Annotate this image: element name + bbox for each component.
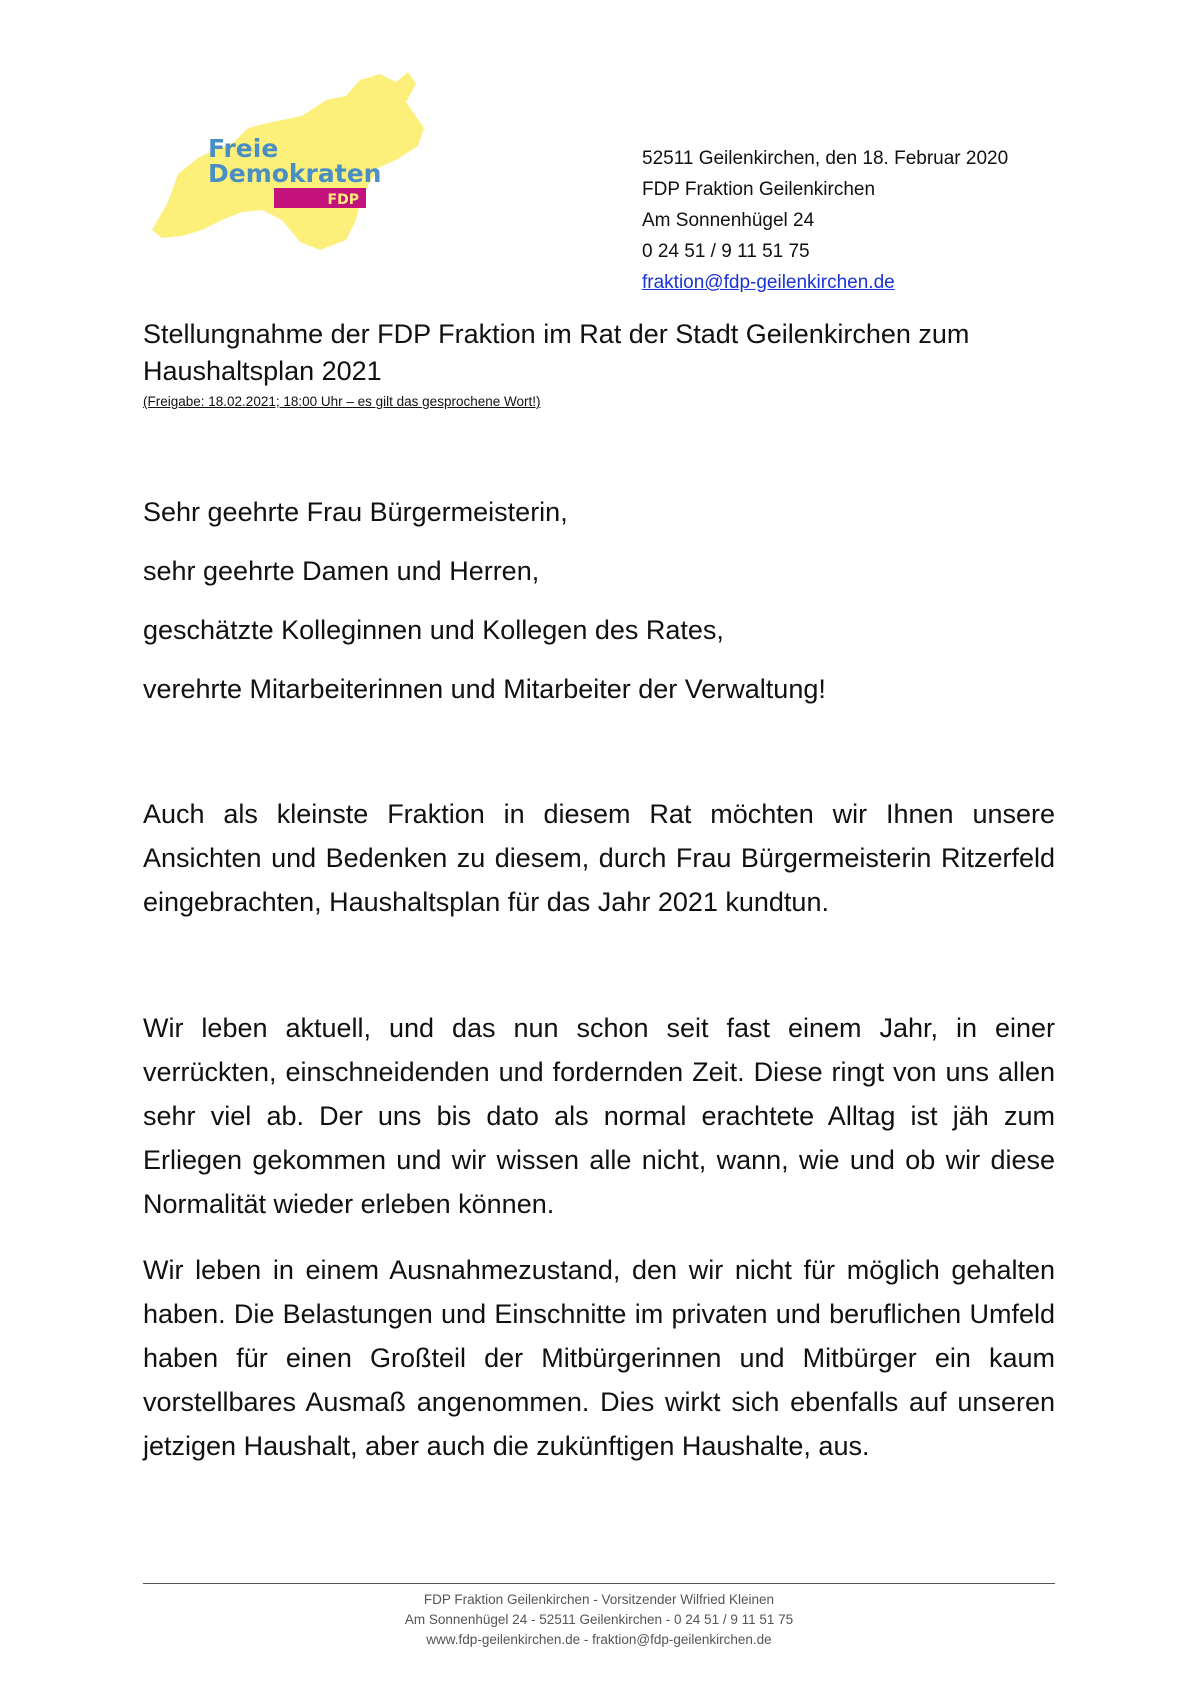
footer-divider [143, 1583, 1055, 1584]
salutation-line: sehr geehrte Damen und Herren, [143, 556, 540, 586]
logo-line1: Freie [208, 134, 279, 163]
geilenkirchen-map-icon [150, 70, 440, 260]
sender-street: Am Sonnenhügel 24 [642, 210, 815, 231]
body-paragraph: Auch als kleinste Fraktion in diesem Rat möchten wir Ihnen unsere Ansichten und Bedenken zu diesem, durch Frau Bürgermeisterin Ritzerfeld eingebrachten, Haushaltsplan für das Jahr 2021 kundtun. [143, 799, 1055, 917]
footer [143, 1590, 1055, 1650]
fdp-logo [150, 70, 440, 260]
salutation-line: geschätzte Kolleginnen und Kollegen des Rates, [143, 615, 724, 645]
sender-org: FDP Fraktion Geilenkirchen [642, 179, 876, 200]
logo-badge-text: FDP [327, 192, 359, 208]
release-note: (Freigabe: 18.02.2021; 18:00 Uhr – es gilt das gesprochene Wort!) [143, 394, 541, 409]
salutation-line: verehrte Mitarbeiterinnen und Mitarbeiter der Verwaltung! [143, 674, 826, 704]
footer-line3: www.fdp-geilenkirchen.de - fraktion@fdp-geilenkirchen.de [426, 1632, 772, 1647]
document-title: Stellungnahme der FDP Fraktion im Rat der Stadt Geilenkirchen zum Haushaltsplan 2021 [143, 319, 970, 386]
sender-address [642, 143, 1008, 298]
body-paragraph: Wir leben aktuell, und das nun schon seit fast einem Jahr, in einer verrückten, einschneidenden und fordernden Zeit. Diese ringt von uns allen sehr viel ab. Der uns bis dato als normal erachtete Alltag ist jäh zum Erliegen gekommen und wir wissen alle nicht, wann, wie und ob wir diese Normalität wieder erleben können. [143, 1013, 1055, 1219]
footer-line2: Am Sonnenhügel 24 - 52511 Geilenkirchen - 0 24 51 / 9 11 51 75 [404, 1612, 794, 1627]
salutation [143, 494, 826, 730]
sender-phone: 0 24 51 / 9 11 51 75 [642, 241, 810, 262]
logo-line2: Demokraten [208, 159, 382, 188]
footer-line1: FDP Fraktion Geilenkirchen - Vorsitzender Wilfried Kleinen [423, 1592, 775, 1607]
salutation-line: Sehr geehrte Frau Bürgermeisterin, [143, 497, 568, 527]
place-date: 52511 Geilenkirchen, den 18. Februar 2020 [642, 148, 1009, 169]
body-paragraph: Wir leben in einem Ausnahmezustand, den wir nicht für möglich gehalten haben. Die Belastungen und Einschnitte im privaten und beruflichen Umfeld haben für einen Großteil der Mitbürgerinnen und Mitbürger ein kaum vorstellbares Ausmaß angenommen. Dies wirkt sich ebenfalls auf unseren jetzigen Haushalt, aber auch die zukünftigen Haushalte, aus. [143, 1255, 1055, 1461]
sender-email-link[interactable]: fraktion@fdp-geilenkirchen.de [642, 272, 895, 293]
